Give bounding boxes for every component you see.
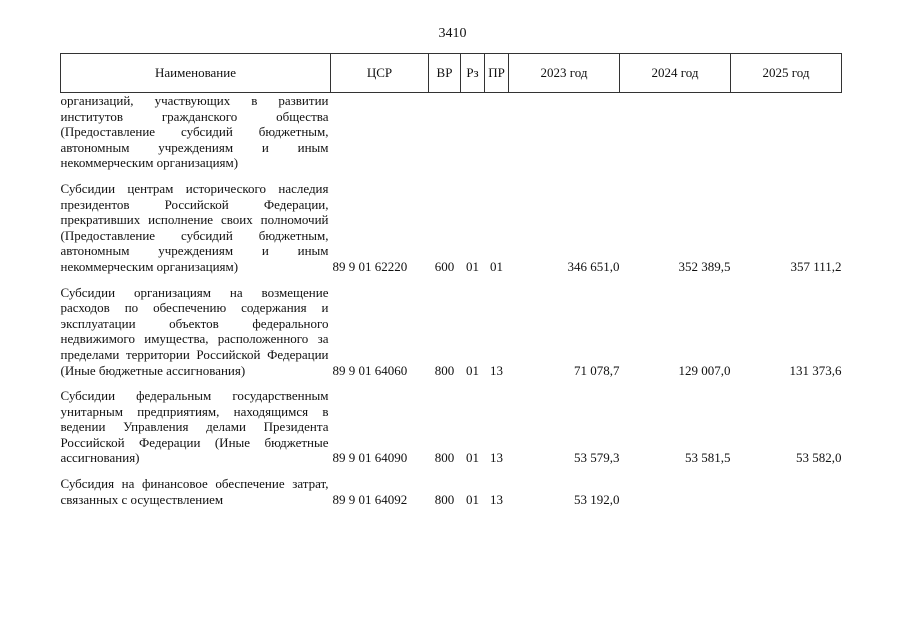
budget-table [60, 53, 842, 507]
row-vr [429, 93, 461, 171]
header-vr: ВР [429, 54, 461, 93]
row-2024 [620, 476, 731, 507]
row-2023: 53 192,0 [574, 491, 620, 507]
row-name: Субсидии организациям на возмещение расходов по обеспечению содержания и эксплуатации объектов федерального недвижимого имущества, расположенного за пределами территории Российской Федерации (Иные бюджетные ассигнования) [60, 284, 329, 378]
header-2024: 2024 год [620, 54, 731, 93]
row-rz [461, 93, 485, 171]
row-2024 [620, 93, 731, 171]
header-name: Наименование [61, 54, 331, 93]
row-csr [331, 93, 429, 171]
row-name: Субсидии центрам исторического наследия президентов Российской Федерации, прекративших исполнение своих полномочий (Предоставление субсидий бюджетным, автономным учреждениям и иным некоммерческим организациям) [60, 180, 329, 274]
row-2023 [509, 93, 620, 171]
table-row [61, 93, 842, 171]
header-pr: ПР [485, 54, 509, 93]
row-vr: 800 [434, 491, 455, 507]
row-pr: 13 [490, 450, 503, 466]
header-2025: 2025 год [731, 54, 842, 93]
row-2024: 53 581,5 [685, 450, 731, 466]
row-2023: 71 078,7 [574, 362, 620, 378]
row-name: организаций, участвующих в развитии институтов гражданского общества (Предоставление субсидий бюджетным, автономным учреждениям и иным некоммерческим организациям) [60, 93, 329, 171]
row-2024: 129 007,0 [678, 362, 731, 378]
row-2025 [731, 476, 842, 507]
row-2025 [731, 93, 842, 171]
row-csr: 89 9 01 64092 [332, 491, 408, 507]
row-2023: 346 651,0 [567, 258, 620, 274]
header-csr: ЦСР [331, 54, 429, 93]
table-row [61, 476, 842, 507]
row-rz: 01 [466, 491, 479, 507]
row-pr: 13 [490, 362, 503, 378]
table-row [61, 285, 842, 379]
row-pr: 01 [490, 258, 503, 274]
row-name: Субсидия на финансовое обеспечение затрат, связанных с осуществлением [60, 476, 329, 507]
header-2023: 2023 год [509, 54, 620, 93]
row-rz: 01 [466, 450, 479, 466]
row-name: Субсидии федеральным государственным унитарным предприятиям, находящимся в ведении Управления делами Президента Российской Федерации (Иные бюджетные ассигнования) [60, 388, 329, 466]
row-vr: 800 [434, 362, 455, 378]
row-vr: 600 [434, 258, 455, 274]
row-2025: 53 582,0 [796, 450, 842, 466]
row-csr: 89 9 01 62220 [332, 258, 408, 274]
header-rz: Рз [461, 54, 485, 93]
row-vr: 800 [434, 450, 455, 466]
table-row [61, 388, 842, 466]
page-number: 3410 [438, 26, 467, 41]
row-2025: 131 373,6 [789, 362, 842, 378]
table-row [61, 181, 842, 275]
row-2023: 53 579,3 [574, 450, 620, 466]
table-body [61, 93, 842, 508]
row-rz: 01 [466, 362, 479, 378]
row-csr: 89 9 01 64090 [332, 450, 408, 466]
row-2025: 357 111,2 [790, 258, 842, 274]
row-rz: 01 [466, 258, 479, 274]
row-2024: 352 389,5 [678, 258, 731, 274]
row-pr [485, 93, 509, 171]
row-pr: 13 [490, 491, 503, 507]
row-csr: 89 9 01 64060 [332, 362, 408, 378]
table-header [61, 54, 842, 93]
